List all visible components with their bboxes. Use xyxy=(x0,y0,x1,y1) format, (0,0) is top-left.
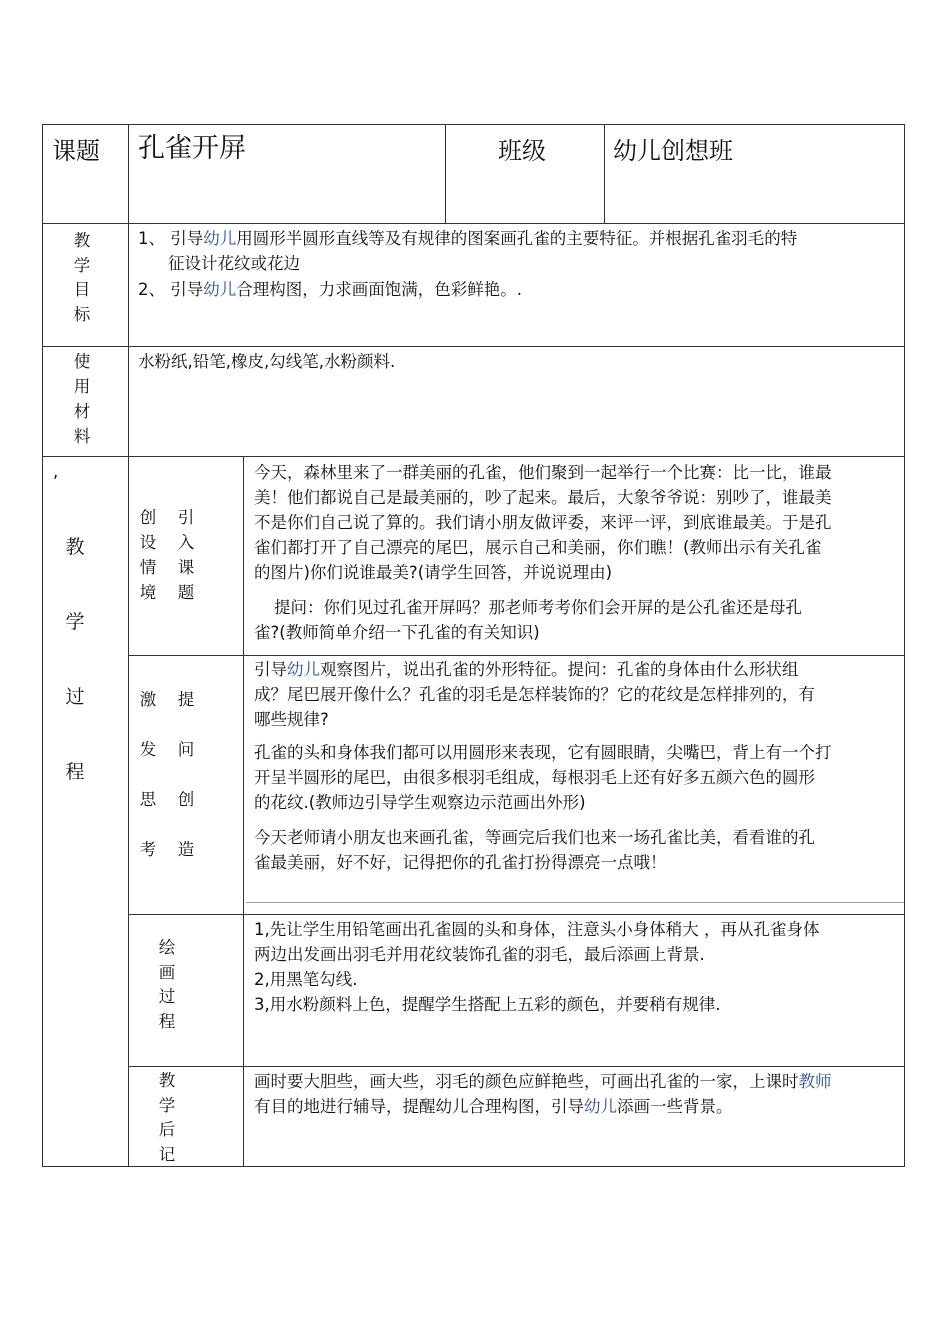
goal-item-1-cont: 征设计花纹或花边 xyxy=(168,254,300,273)
stage3-label: 绘 画 过 程 xyxy=(158,938,176,1031)
row-divider xyxy=(128,655,905,656)
topic-value: 孔雀开屏 xyxy=(138,133,246,164)
stage2-label-col2: 提 问 创 造 xyxy=(177,690,195,859)
row-divider xyxy=(42,346,905,347)
row-divider xyxy=(42,456,905,457)
class-label: 班级 xyxy=(498,137,546,165)
materials-label: 使 用 材 料 xyxy=(73,352,91,446)
stage2-observe: 引导幼儿观察图片，说出孔雀的外形特征。提问：孔雀的身体由什么形状组 成？尾巴展开像什么？孔雀的羽毛是怎样装饰的？它的花纹是怎样排列的，有 哪些规律? xyxy=(254,660,815,729)
col-divider xyxy=(604,124,605,224)
stage4-notes: 画时要大胆些，画大些，羽毛的颜色应鲜艳些，可画出孔雀的一家，上课时教师 有目的地进行辅导，提醒幼儿合理构图，引导幼儿添画一些背景。 xyxy=(254,1072,832,1116)
table-border-top xyxy=(42,124,905,125)
process-mark: , xyxy=(53,462,59,481)
stage3-steps: 1,先让学生用铅笔画出孔雀圆的头和身体，注意头小身体稍大 ，再从孔雀身体 两边出发画出羽毛并用花纹装饰孔雀的羽毛，最后添画上背景. 2,用黑笔勾线. 3,用水粉颜料上色，提醒学生搭配上五彩的颜色，并要稍有规律. xyxy=(254,920,820,1014)
stage2-label-col1: 激 发 思 考 xyxy=(139,690,157,859)
stage2-invite: 今天老师请小朋友也来画孔雀，等画完后我们也来一场孔雀比美，看看谁的孔 雀最美丽，好不好，记得把你的孔雀打扮得漂亮一点哦！ xyxy=(254,828,815,872)
goals-label: 教 学 目 标 xyxy=(73,231,91,324)
table-border-right xyxy=(904,124,905,1167)
goal-item-1: 1、 引导幼儿用圆形半圆形直线等及有规律的图案画孔雀的主要特征。并根据孔雀羽毛的特 xyxy=(138,229,798,248)
stage1-question: 提问：你们见过孔雀开屏吗？那老师考考你们会开屏的是公孔雀还是母孔 雀?(教师简单介绍一下孔雀的有关知识) xyxy=(254,598,802,642)
stage2-inner-rule xyxy=(246,902,904,903)
stage1-label-col2: 引 入 课 题 xyxy=(177,508,195,602)
row-divider xyxy=(42,223,905,224)
class-value: 幼儿创想班 xyxy=(613,137,733,165)
topic-label: 课题 xyxy=(52,137,100,165)
row-divider xyxy=(128,914,905,915)
stage2-describe: 孔雀的头和身体我们都可以用圆形来表现，它有圆眼睛，尖嘴巴，背上有一个打 开呈半圆形的尾巴，由很多根羽毛组成，每根羽毛上还有好多五颜六色的圆形 的花纹.(教师边引导学生观察边示范画出外形) xyxy=(254,743,832,812)
stage4-label: 教 学 后 记 xyxy=(158,1071,176,1164)
col-divider xyxy=(128,124,129,1167)
col-divider xyxy=(243,456,244,1167)
stage1-story: 今天，森林里来了一群美丽的孔雀，他们聚到一起举行一个比赛：比一比，谁最 美！他们都说自己是最美丽的，吵了起来。最后，大象爷爷说：别吵了，谁最美 不是你们自己说了算的。我们请小朋友做评委，来评一评，到底谁最美。于是孔 雀们都打开了自己漂亮的尾巴，展示自己和美丽，你们瞧！(教师出示有关孔雀 的图片)你们说谁最美?(请学生回答，并说说理由) xyxy=(254,463,832,582)
process-label: 教 学 过 程 xyxy=(65,536,85,783)
stage1-label-col1: 创 设 情 境 xyxy=(139,508,157,602)
materials-text: 水粉纸,铅笔,橡皮,勾线笔,水粉颜料. xyxy=(138,352,396,371)
col-divider xyxy=(445,124,446,224)
row-divider xyxy=(128,1066,905,1067)
goal-item-2: 2、 引导幼儿合理构图，力求画面饱满，色彩鲜艳。. xyxy=(138,280,522,299)
table-border-left xyxy=(42,124,43,1167)
